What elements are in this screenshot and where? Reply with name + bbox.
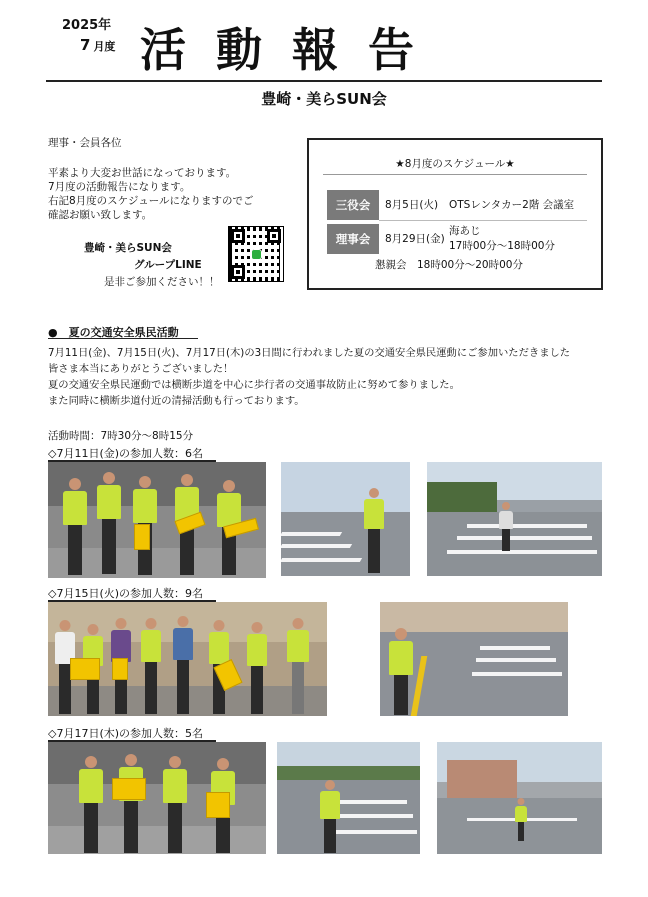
day-label-0715: ◇7月15日(火)の参加人数：9名 [48,587,204,600]
month-suffix: 月度 [93,40,116,53]
person [386,628,416,716]
line-invite: 是非ご参加ください！！ [104,276,220,288]
report-line: 7月11日(金)、7月15日(火)、7月17日(木)の3日間に行われました夏の交通安全県民運動にご参加いただきました [48,347,571,359]
title-divider [46,80,602,82]
crossing-flag-icon [112,658,128,680]
crossing-stripe [472,672,562,676]
qr-finder [231,229,245,243]
schedule-tag-rijikai: 理事会 [327,224,379,254]
addressee: 理事・会員各位 [48,137,122,149]
schedule-detail: 海あじ [449,225,481,237]
person [138,618,164,716]
person [76,756,106,854]
crossing-stripe [281,558,362,562]
report-line: 皆さま本当にありがとうございました！ [48,363,234,375]
crossing-stripe [447,550,597,554]
crossing-stripe [333,814,413,818]
crossing-stripe [467,524,587,528]
crossing-stripe [480,646,550,650]
schedule-row-divider [379,220,587,221]
greeting-line: 確認お願い致します。 [48,209,153,221]
person [284,618,312,716]
crossing-flag-icon [112,778,146,800]
activity-time: 活動時間：7時30分～8時15分 [48,430,194,442]
person [361,488,387,574]
schedule-date: 8月5日(火) [385,199,439,211]
person [513,798,529,842]
schedule-date: 8月29日(金) [385,233,445,245]
crossing-stripe [476,658,556,662]
schedule-tag-sanyakukai: 三役会 [327,190,379,220]
schedule-title: ★8月度のスケジュール★ [395,158,515,170]
photo-0717-crossing [277,742,420,854]
crossing-stripe [281,532,342,536]
greeting-line: 平素より大変お世話になっております。 [48,167,237,179]
person [94,472,124,578]
greeting-text [48,166,303,222]
crossing-flag-icon [70,658,100,680]
qr-finder [267,229,281,243]
person [160,756,190,854]
photo-0711-street [427,462,602,576]
schedule-detail: OTSレンタカー2階 会議室 [449,199,575,211]
person [317,780,343,854]
photo-0717-group [48,742,266,854]
report-month [80,36,115,54]
line-group-label: グループLINE [134,259,202,271]
photo-sky [281,462,410,512]
person [170,616,196,716]
photo-0715-crossing [380,602,568,716]
schedule-social: 懇親会 18時00分～20時00分 [375,259,523,271]
crossing-flag-icon [134,524,150,550]
report-line: また同時に横断歩道付近の清掃活動も行っております。 [48,395,305,407]
organization-name: 豊崎・美らSUN会 [261,90,387,108]
crossing-flag-icon [206,792,230,818]
crossing-stripe [281,544,352,548]
greeting-line: 7月度の活動報告になります。 [48,181,191,193]
section-title: ● 夏の交通安全県民活動 [48,326,179,339]
page-title: 活動報告 [140,23,444,77]
person [497,502,515,552]
schedule-time: 17時00分～18時00分 [449,240,555,252]
photo-trees [277,766,420,780]
line-logo-icon [251,249,262,260]
photo-0715-group [48,602,327,716]
report-paragraph [48,345,603,409]
schedule-box [307,138,603,290]
schedule-divider [323,174,587,175]
person [244,622,270,716]
day-label-0711: ◇7月11日(金)の参加人数：6名 [48,447,204,460]
photo-0717-street [437,742,602,854]
month-number: 7 [80,36,91,54]
person [60,478,90,578]
crossing-stripe [337,800,407,804]
day-label-0717: ◇7月17日(木)の参加人数：5名 [48,727,204,740]
qr-code-icon[interactable] [228,226,284,282]
report-line: 夏の交通安全県民運動では横断歩道を中心に歩行者の交通事故防止に努めて参りました。 [48,379,460,391]
report-year: 2025年 [62,18,112,33]
greeting-line: 右記8月度のスケジュールになりますのでご [48,195,254,207]
photo-0711-group [48,462,266,578]
person [116,754,146,854]
crossing-stripe [457,536,592,540]
photo-building [447,760,517,800]
qr-finder [231,265,245,279]
photo-0711-crossing [281,462,410,576]
line-group-name: 豊崎・美らSUN会 [84,242,172,254]
section-underline [48,338,198,339]
